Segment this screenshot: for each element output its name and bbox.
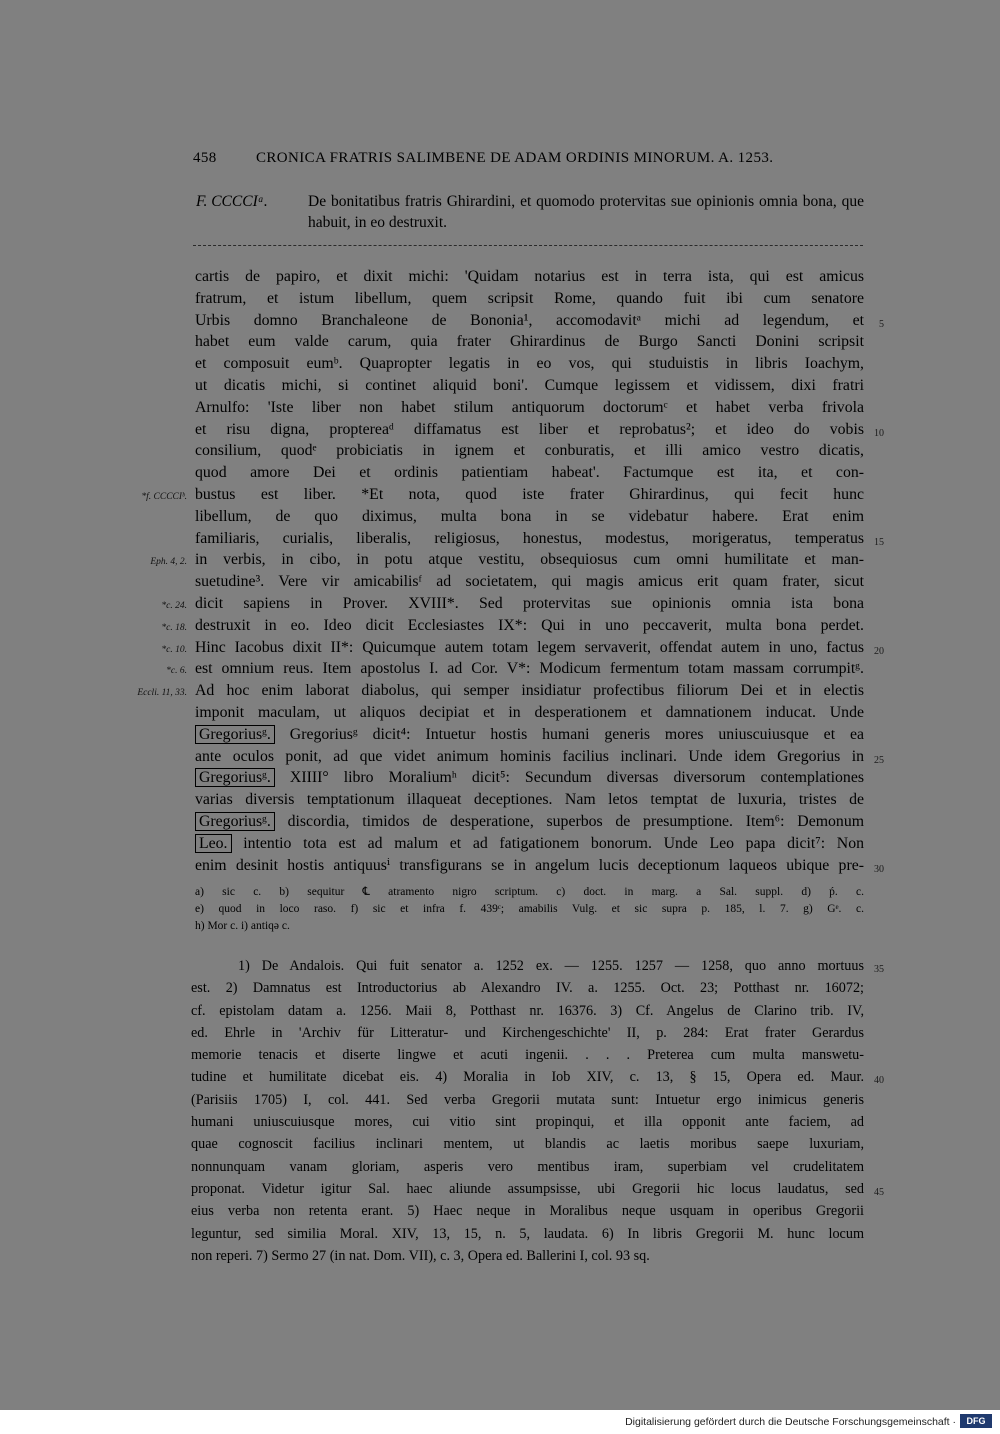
margin-reference: *c. 18.	[161, 622, 187, 633]
line-number: 20	[874, 645, 884, 657]
footnote-line	[191, 1178, 884, 1200]
margin-reference: *c. 6.	[166, 666, 187, 677]
text-line	[195, 724, 864, 746]
funding-credit: Digitalisierung gefördert durch die Deutsche Forschungsgemeinschaft ·	[625, 1416, 956, 1428]
text-line	[161, 593, 864, 615]
text-line	[195, 767, 864, 789]
line-text: varias diversis temptationum illaqueat deceptiones. Nam letos temptat de luxuria, tristes de	[195, 791, 864, 809]
line-text: ut dicatis michi, si continet aliquid boni'. Cumque legissem et vidissem, dixi fratri	[195, 376, 864, 394]
footnote-line	[191, 1000, 864, 1022]
line-number: 30	[874, 863, 884, 875]
line-text: Hinc Iacobus dixit II*: Quicumque autem totam legem servaverit, offendat autem in uno, factus	[195, 638, 864, 656]
footnote-line	[191, 1133, 864, 1155]
text-line	[195, 811, 864, 833]
chapter-title: De bonitatibus fratris Ghirardini, et quomodo protervitas sue opinionis omnia bona, que habuit, in eo destruxit.	[308, 193, 864, 231]
boxed-marginal-label: Gregoriusᵍ.	[195, 768, 275, 787]
text-line	[195, 397, 864, 419]
footnote-text: quae cognoscit facilius inclinari mentem, ut blandis ac laetis moribus saepe luxuriam,	[191, 1136, 864, 1153]
footnote-line	[191, 1089, 864, 1111]
line-text: Ad hoc enim laborat diabolus, qui semper insidiatur profectibus filiorum Dei et in electis	[195, 682, 864, 700]
line-text: Urbis domno Branchaleone de Bononia¹, accomodavitᵃ michi ad legendum, et	[195, 311, 864, 329]
line-text: fratrum, et istum libellum, quem scripsit Rome, quando fuit ibi cum senatore	[195, 289, 864, 307]
footnote-text: nonnunquam vanam gloriam, asperis vero mentibus iram, superbiam vel crudelitatem	[191, 1158, 864, 1175]
line-text: imponit maculam, ut aliquos decipiat et in desperationem et damnationem inducat. Unde	[195, 703, 864, 721]
footnote-line	[191, 1156, 864, 1178]
footnote-line	[191, 1111, 864, 1133]
footnote-text: non reperi. 7) Sermo 27 (in nat. Dom. VII), c. 3, Opera ed. Ballerini I, col. 93 sq.	[191, 1247, 650, 1264]
variant-line: e) quod in loco raso. f) sic et infra f. 439ᶜ; amabilis Vulg. et sic supra p. 185, l. 7. g) Gᵉ. c.	[195, 902, 864, 915]
footnote-line	[191, 1200, 864, 1222]
text-line	[161, 615, 864, 637]
line-text: est omnium reus. Item apostolus I. ad Cor. V*: Modicum fermentum totam massam corrumpitᵍ.	[195, 660, 864, 678]
margin-reference: *c. 10.	[161, 644, 187, 655]
text-line	[195, 855, 884, 877]
text-line	[195, 528, 884, 550]
text-line	[195, 702, 864, 724]
line-text: ante oculos ponit, ad que videt animum hominis facilius inclinari. Unde idem Gregorius in	[195, 747, 864, 765]
variant-line: h) Mor c. i) antiqə c.	[195, 919, 290, 932]
text-line	[195, 288, 864, 310]
text-line	[137, 680, 864, 702]
line-text: libellum, de quo diximus, multa bona in se videbatur habere. Erat enim	[195, 507, 864, 525]
line-text: discordia, timidos de desperatione, superbos de presumptione. Item⁶: Demonum	[287, 812, 865, 830]
margin-reference: *c. 24.	[161, 600, 187, 611]
text-line	[141, 484, 864, 506]
footnote-line	[191, 1066, 884, 1088]
text-line	[195, 331, 864, 353]
line-text: familiaris, curialis, liberalis, religiosus, honestus, modestus, morigeratus, temperatus	[195, 529, 864, 547]
line-text: suetudine³. Vere vir amicabilisᶠ ad societatem, qui magis amicus erit quam frater, sicut	[195, 573, 864, 591]
chapter-heading	[196, 191, 864, 233]
variant-readings	[195, 884, 864, 934]
folio-reference: F. CCCCIᵃ.	[196, 193, 268, 210]
footnote-text: est. 2) Damnatus est Introductorius ab Alexandro IV. a. 1255. Oct. 23; Potthast nr. 16072;	[191, 980, 864, 997]
text-line	[195, 440, 864, 462]
footnote-line	[191, 977, 864, 999]
boxed-marginal-label: Gregoriusᵍ.	[195, 812, 275, 831]
line-text: et risu digna, proptereaᵈ diffamatus est liber et reprobatus²; et ideo do vobis	[195, 420, 864, 438]
line-text: enim desinit hostis antiquusⁱ transfigurans se in angelum lucis deceptionum laqueos ubique pre-	[195, 856, 864, 874]
line-text: destruxit in eo. Ideo dicit Ecclesiastes IX*: Qui in uno peccaverit, multa bona perdet.	[195, 616, 864, 634]
text-line	[195, 789, 864, 811]
line-text: Gregoriusᵍ dicit⁴: Intuetur hostis humani generis mores uniuscuiusque et ea	[289, 725, 865, 743]
line-number: 15	[874, 536, 884, 548]
text-line	[195, 506, 864, 528]
footnote-text: proponat. Videtur igitur Sal. haec aliunde assumpsisse, ubi Gregorii hic locus laudatus, sed	[191, 1180, 864, 1197]
boxed-marginal-label: Gregoriusᵍ.	[195, 725, 275, 744]
line-number: 25	[874, 754, 884, 766]
margin-reference: Eph. 4, 2.	[150, 557, 187, 568]
footnote-text: cf. epistolam datam a. 1256. Maii 8, Potthast nr. 16376. 3) Cf. Angelus de Clarino trib. IV,	[191, 1002, 864, 1019]
text-line	[166, 658, 864, 680]
line-number: 45	[874, 1186, 884, 1198]
footnotes	[191, 955, 884, 1267]
line-text: Arnulfo: 'Iste liber non habet stilum antiquorum doctorumᶜ et habet verba frivola	[195, 398, 864, 416]
line-text: cartis de papiro, et dixit michi: 'Quidam notarius est in terra ista, qui est amicus	[195, 268, 864, 285]
line-text: quod amore Dei et ordinis patientiam habeat'. Factumque est ita, et con-	[195, 464, 864, 482]
text-line	[161, 637, 884, 659]
line-text: bustus est liber. *Et nota, quod iste frater Ghirardinus, qui fecit hunc	[195, 485, 864, 503]
footnote-text: tudine et humilitate dicebat eis. 4) Moralia in Iob XIV, c. 13, § 15, Opera ed. Maur.	[191, 1069, 864, 1086]
footnote-line	[191, 1223, 864, 1245]
footnote-text: leguntur, sed similia Moral. XIV, 13, 15, n. 5, laudata. 6) In libris Gregorii M. hunc locum	[191, 1225, 864, 1242]
footnote-text: (Parisiis 1705) I, col. 441. Sed verba Gregorii mutata sunt: Intuetur ergo inimicus generis	[191, 1091, 864, 1108]
footnote-line	[191, 1245, 864, 1267]
text-line	[150, 549, 864, 571]
footnote-line	[191, 1022, 864, 1044]
boxed-marginal-label: Leo.	[195, 834, 232, 853]
footnote-line	[191, 1044, 864, 1066]
text-line	[195, 571, 864, 593]
text-line	[195, 353, 864, 375]
line-number: 40	[874, 1075, 884, 1087]
margin-reference: Eccli. 11, 33.	[137, 688, 187, 699]
line-text: XIIII° libro Moraliumʰ dicit⁵: Secundum diversas diversorum contemplationes	[289, 769, 864, 787]
footnote-text: ed. Ehrle in 'Archiv für Litteratur- und Kirchengeschichte' II, p. 284: Erat frater Gerardus	[191, 1024, 864, 1041]
text-line	[195, 375, 864, 397]
footnote-text: humani uniuscuiusque mores, cui vitio sint propinqui, et illa opponit ante faciem, ad	[191, 1114, 864, 1131]
text-line	[195, 266, 864, 288]
line-number: 5	[879, 318, 884, 330]
text-line	[195, 833, 864, 855]
text-line	[195, 419, 884, 441]
heading-divider	[193, 245, 863, 246]
dfg-logo: DFG	[960, 1414, 992, 1428]
footnote-text: eius verba non retenta erant. 5) Haec neque in Moralibus neque usquam in operibus Gregorii	[191, 1203, 864, 1220]
running-title: CRONICA FRATRIS SALIMBENE DE ADAM ORDINIS MINORUM. A. 1253.	[256, 150, 774, 166]
variant-line: a) sic c. b) sequitur ℄ atramento nigro scriptum. c) doct. in marg. a Sal. suppl. d) ṕ. c.	[195, 886, 864, 898]
line-text: et composuit eumᵇ. Quapropter legatis in eo vos, qui studuistis in libris Ioachym,	[195, 355, 864, 373]
text-line	[195, 746, 884, 768]
line-number: 10	[874, 427, 884, 439]
line-text: consilium, quodᵉ probiciatis in ignem et conburatis, et illi amico vestro dicatis,	[195, 442, 864, 460]
footnote-line	[191, 955, 884, 977]
footnote-text: memorie tenacis et diserte lingwe et acuti ingenii. . . . Preterea cum multa manswetu-	[191, 1047, 864, 1064]
margin-reference: *f. CCCCIᵇ.	[141, 491, 187, 502]
main-text	[137, 266, 884, 876]
line-text: in verbis, in cibo, in potu atque vestitu, obsequiosus cum omni humilitate et man-	[195, 551, 864, 569]
line-number: 35	[874, 964, 884, 975]
text-line	[195, 462, 864, 484]
line-text: dicit sapiens in Prover. XVIII*. Sed protervitas sue opinionis omnia ista bona	[195, 594, 864, 612]
line-text: intentio tota est ad malum et ad fatigationem bonorum. Unde Leo papa dicit⁷: Non	[243, 834, 864, 852]
text-line	[195, 310, 884, 332]
line-text: habet eum valde carum, quia frater Ghirardinus de Burgo Sancti Donini scripsit	[195, 333, 864, 351]
credit-bar	[0, 1410, 1000, 1434]
footnote-text: 1) De Andalois. Qui fuit senator a. 1252 ex. — 1255. 1257 — 1258, quo anno mortuus	[238, 958, 864, 974]
page-number: 458	[193, 150, 217, 166]
